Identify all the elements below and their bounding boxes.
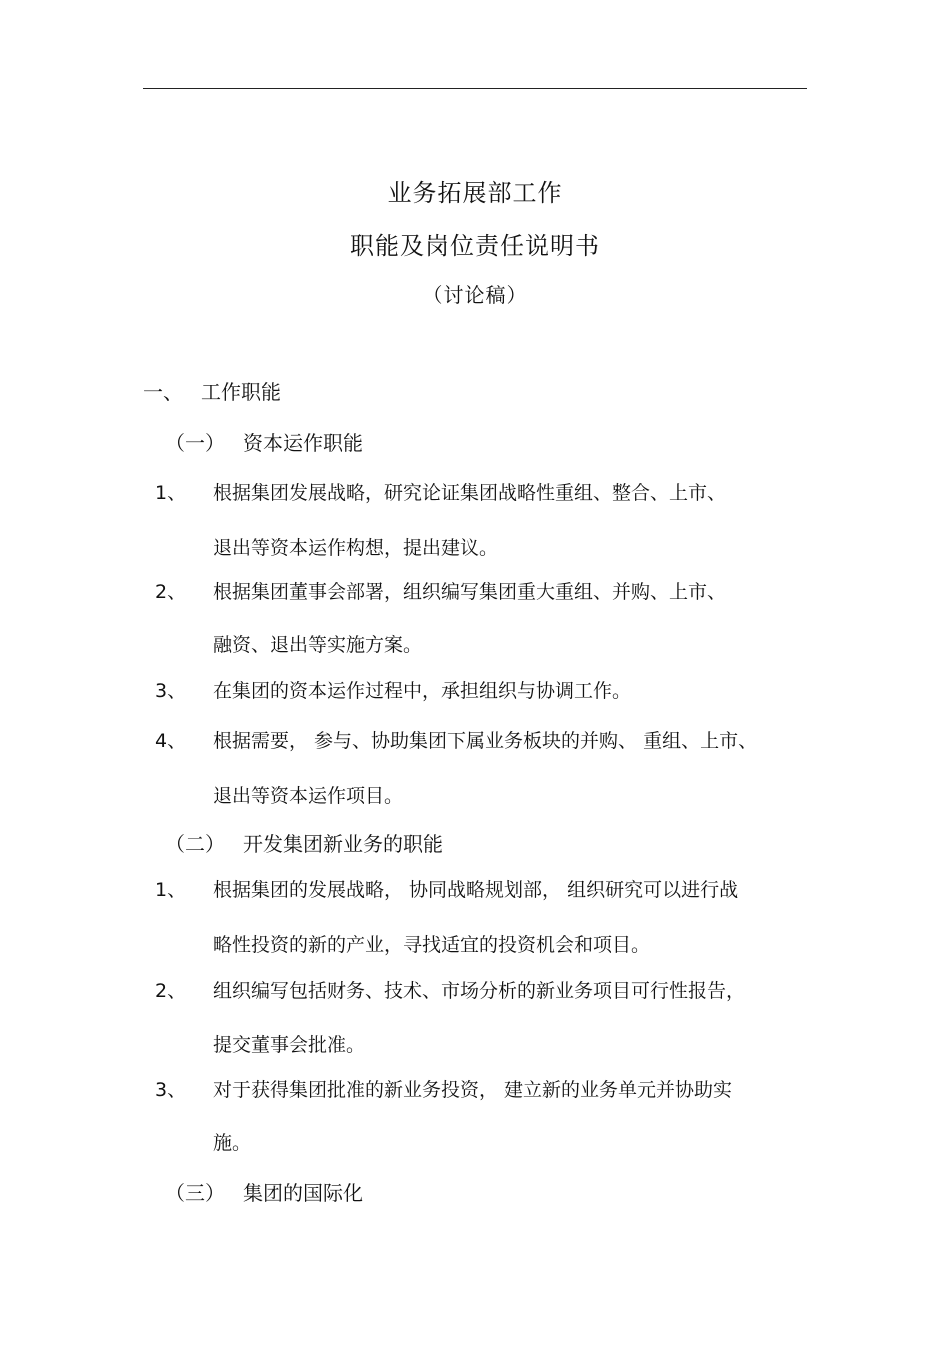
item-text: 对于获得集团批准的新业务投资， 建立新的业务单元并协助实: [213, 1079, 733, 1101]
list-item: [155, 981, 745, 1001]
section-heading-1: [143, 376, 281, 405]
section-title: 工作职能: [201, 380, 281, 404]
list-item: [155, 483, 726, 503]
subsection-heading-2: [165, 828, 443, 857]
item-continuation: 退出等资本运作项目。: [213, 785, 404, 807]
item-number: 2、: [155, 581, 187, 603]
subsection-number: （二）: [165, 832, 225, 856]
item-text: 根据集团发展战略，研究论证集团战略性重组、整合、上市、: [213, 482, 727, 504]
doc-title-note: （讨论稿）: [422, 283, 528, 307]
subsection-number: （三）: [165, 1181, 225, 1205]
item-continuation: 融资、退出等实施方案。: [213, 634, 423, 656]
list-item: [155, 731, 757, 751]
subsection-title: 资本运作职能: [243, 431, 363, 455]
subsection-heading-1: [165, 427, 363, 456]
item-continuation: 略性投资的新的产业，寻找适宜的投资机会和项目。: [213, 934, 651, 956]
list-item: [155, 1080, 732, 1100]
item-continuation: 施。: [213, 1132, 252, 1154]
subsection-title: 开发集团新业务的职能: [243, 832, 443, 856]
item-text: 组织编写包括财务、技术、市场分析的新业务项目可行性报告，: [213, 980, 746, 1002]
subsection-title: 集团的国际化: [243, 1181, 363, 1205]
list-item: [155, 681, 631, 701]
subsection-number: （一）: [165, 431, 225, 455]
item-text: 根据集团董事会部署，组织编写集团重大重组、并购、上市、: [213, 581, 727, 603]
list-item: [155, 582, 726, 602]
section-number: 一、: [143, 380, 183, 404]
item-number: 1、: [155, 879, 187, 901]
item-number: 3、: [155, 1079, 187, 1101]
item-continuation: 退出等资本运作构想，提出建议。: [213, 537, 499, 559]
list-item: [155, 880, 738, 900]
subsection-heading-3: [165, 1177, 363, 1206]
item-number: 2、: [155, 980, 187, 1002]
item-continuation: 提交董事会批准。: [213, 1034, 366, 1056]
item-text: 根据集团的发展战略， 协同战略规划部， 组织研究可以进行战: [213, 879, 739, 901]
top-rule: [143, 88, 807, 89]
item-text: 在集团的资本运作过程中，承担组织与协调工作。: [213, 680, 632, 702]
item-number: 3、: [155, 680, 187, 702]
item-number: 1、: [155, 482, 187, 504]
doc-title-line1: 业务拓展部工作: [387, 179, 563, 207]
item-text: 根据需要， 参与、协助集团下属业务板块的并购、 重组、上市、: [213, 730, 758, 752]
doc-title-line2: 职能及岗位责任说明书: [350, 232, 600, 260]
item-number: 4、: [155, 730, 187, 752]
